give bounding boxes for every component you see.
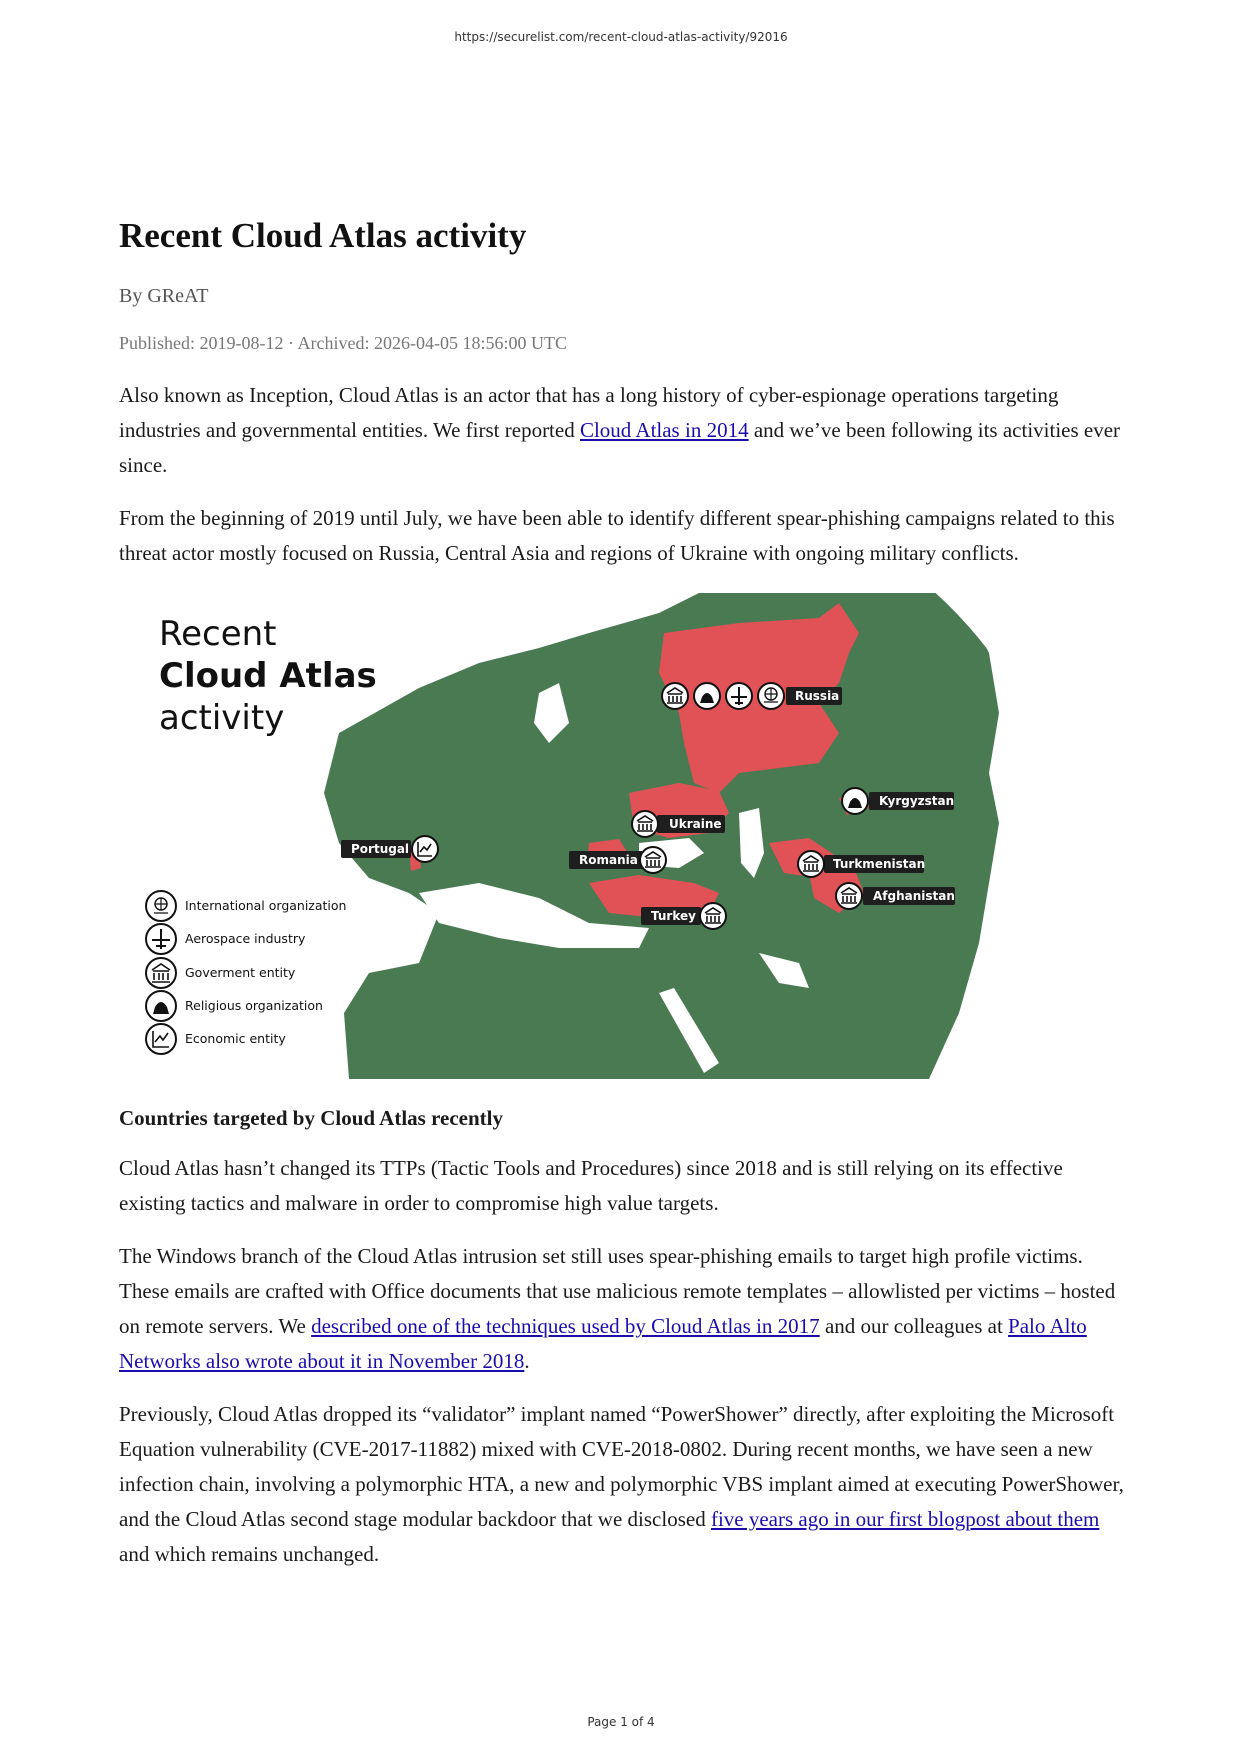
article [119,212,1129,1572]
government-icon [700,903,726,929]
paragraph-ttps: Cloud Atlas hasn’t changed its TTPs (Tactic Tools and Procedures) since 2018 and is still relying on its effective existing tactics and malware in order to compromise high value targets. [119,1156,1063,1215]
label-romania: Romania [579,853,638,867]
figure-title-line3: activity [159,698,285,738]
government-icon [632,811,658,837]
link-techniques-2017[interactable]: described one of the techniques used by Cloud Atlas in 2017 [311,1314,820,1338]
paragraph-text: and our colleagues at [819,1314,1009,1338]
label-kyrgyzstan: Kyrgyzstan [879,794,955,808]
label-russia: Russia [795,689,840,703]
legend-label: International organization [185,898,347,913]
government-icon [146,958,176,988]
label-turkey: Turkey [651,909,696,923]
government-icon [640,847,666,873]
legend-label: Aerospace industry [185,931,306,946]
legend-label: Goverment entity [185,965,296,980]
economic-icon [146,1024,176,1054]
article-meta: Published: 2019-08-12 · Archived: 2026-04-05 18:56:00 UTC [119,333,567,353]
paragraph-text: Previously, Cloud Atlas dropped its “validator” implant named “PowerShower” directly, after exploiting the Microsoft Equation vulnerability (CVE-2017-11882) mixed with CVE-2018-0802. During recent months, we have seen a new infection chain, involving a polymorphic HTA, a new and polymorphic VBS implant aimed at executing PowerShower, and the Cloud Atlas second stage modular backdoor that we disclosed [119,1402,1124,1531]
article-title: Recent Cloud Atlas activity [119,216,527,255]
figure-caption: Countries targeted by Cloud Atlas recently [119,1106,503,1130]
link-first-blogpost[interactable]: five years ago in our first blogpost about them [710,1507,1100,1531]
government-icon [798,851,824,877]
government-icon [836,883,862,909]
page-url: https://securelist.com/recent-cloud-atlas-activity/92016 [454,30,788,44]
label-ukraine: Ukraine [669,817,722,831]
link-palo-alto-2018[interactable]: Palo Alto Networks also wrote about it in November 2018 [119,1314,1087,1373]
figure-title-line2: Cloud Atlas [159,656,377,696]
paragraph-campaigns: From the beginning of 2019 until July, we have been able to identify different spear-phishing campaigns related to this threat actor mostly focused on Russia, Central Asia and regions of Ukraine with ongoing military conflicts. [119,506,1115,565]
paragraph-text: The Windows branch of the Cloud Atlas intrusion set still uses spear-phishing emails to target high profile victims. These emails are crafted with Office documents that use malicious remote templates – allowlisted per victims – hosted on remote servers. We [119,1244,1116,1338]
label-portugal: Portugal [351,842,410,856]
paragraph-windows-branch [119,1239,1129,1379]
paragraph-text: and which remains unchanged. [119,1542,380,1566]
link-cloud-atlas-2014[interactable]: Cloud Atlas in 2014 [579,418,749,442]
government-icon [662,683,688,709]
legend-label: Economic entity [185,1031,286,1046]
map-graphic [119,593,1129,1079]
legend-label: Religious organization [185,998,323,1013]
paragraph-powershower [119,1397,1129,1572]
paragraph-text: and we’ve been following its activities ever since. [119,418,1121,477]
article-byline: By GReAT [119,285,209,307]
label-turkmenistan: Turkmenistan [833,857,926,871]
page-number: Page 1 of 4 [587,1715,655,1729]
paragraph-intro [119,378,1129,483]
figure-title-line1: Recent [159,614,277,654]
paragraph-text: Also known as Inception, Cloud Atlas is an actor that has a long history of cyber-espionage operations targeting industries and governmental entities. We first reported [119,383,1059,442]
label-afghanistan: Afghanistan [873,889,955,903]
cloud-atlas-map-figure [119,593,1129,1079]
paragraph-text: . [524,1349,530,1373]
